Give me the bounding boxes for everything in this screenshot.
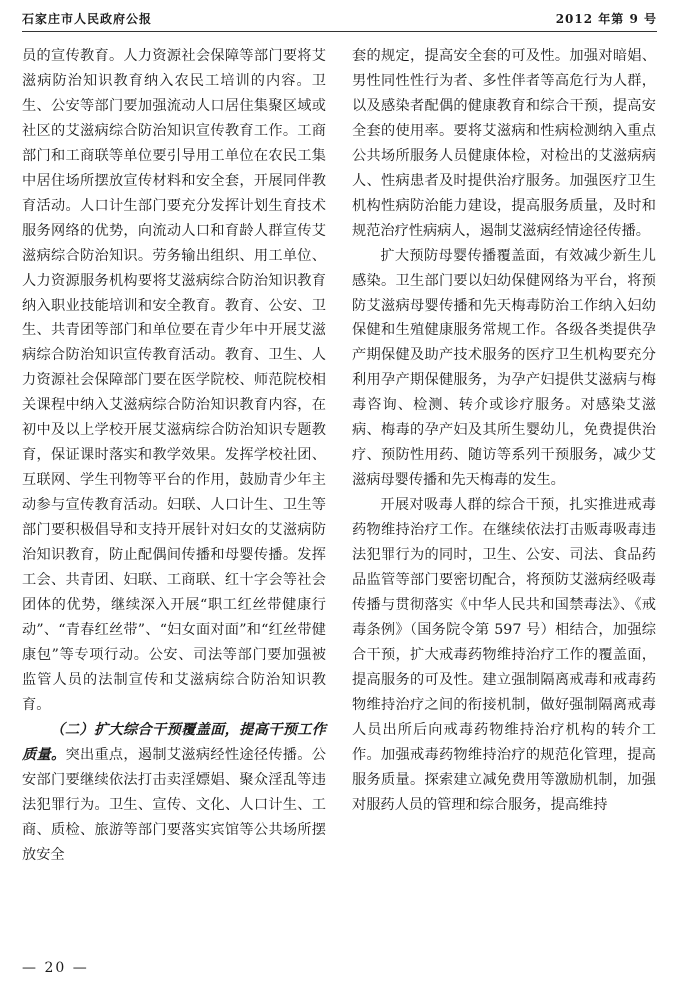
subheading-paragraph — [22, 718, 326, 868]
section-subheading: （二）扩大综合干预覆盖面，提高干预工作质量。 — [22, 721, 326, 763]
paragraph-text: 突出重点，遏制艾滋病经性途径传播。公安部门要继续依法打击卖淫嫖娼、聚众淫乱等违法犯罪行为。卫生、宣传、文化、人口计生、工商、质检、旅游等部门要落实宾馆等公共场所摆放安全 — [22, 746, 326, 863]
paragraph: 开展对吸毒人群的综合干预，扎实推进戒毒药物维持治疗工作。在继续依法打击贩毒吸毒违法犯罪行为的同时，卫生、公安、司法、食品药品监管等部门要密切配合，将预防艾滋病经吸毒传播与贯彻落实《中华人民共和国禁毒法》、《戒毒条例》（国务院令第 597 号）相结合，加强综合干预，扩大戒毒药物维持治疗工作的覆盖面，提高服务的可及性。建立强制隔离戒毒和戒毒药物维持治疗之间的衔接机制，做好强制隔离戒毒人员出所后向戒毒药物维持治疗机构的转介工作。加强戒毒药物维持治疗的规范化管理，提高服务质量。探索建立减免费用等激励机制，加强对服药人员的管理和综合服务，提高维持 — [352, 497, 656, 813]
gazette-title: 石家庄市人民政府公报 — [22, 12, 153, 26]
page-header — [22, 8, 657, 32]
left-column — [22, 44, 326, 867]
paragraph: 套的规定，提高安全套的可及性。加强对暗娼、男性同性性行为者、多性伴者等高危行为人群，以及感染者配偶的健康教育和综合干预，提高安全套的使用率。要将艾滋病和性病检测纳入重点公共场所服务人员健康体检，对检出的艾滋病病人、性病患者及时提供治疗服务。加强医疗卫生机构性病防治能力建设，提高服务质量，及时和规范治疗性病病人，遏制艾滋病经情途径传播。 — [352, 48, 656, 239]
page-number: — 20 — — [22, 960, 89, 976]
paragraph: 扩大预防母婴传播覆盖面，有效减少新生儿感染。卫生部门要以妇幼保健网络为平台，将预防艾滋病母婴传播和先天梅毒防治工作纳入妇幼保健和生殖健康服务常规工作。各级各类提供孕产期保健及助产技术服务的医疗卫生机构要充分利用孕产期保健服务，为孕产妇提供艾滋病与梅毒咨询、检测、转介或诊疗服务。对感染艾滋病、梅毒的孕产妇及其所生婴幼儿，免费提供治疗、预防性用药、随访等系列干预服务，减少艾滋病母婴传播和先天梅毒的发生。 — [352, 247, 656, 489]
issue-number: 2012 年第 9 号 — [555, 12, 657, 26]
paragraph: 员的宣传教育。人力资源社会保障等部门要将艾滋病防治知识教育纳入农民工培训的内容。卫生、公安等部门要加强流动人口居住集聚区域或社区的艾滋病综合防治知识宣传教育工作。工商部门和工商联等单位要引导用工单位在农民工集中居住场所摆放宣传材料和安全套，开展同伴教育活动。人口计生部门要充分发挥计划生育技术服务网络的优势，向流动人口和育龄人群宣传艾滋病综合防治知识。劳务输出组织、用工单位、人力资源服务机构要将艾滋病综合防治知识教育纳入职业技能培训和安全教育。教育、公安、卫生、共青团等部门和单位要在青少年中开展艾滋病综合防治知识宣传教育活动。教育、卫生、人力资源社会保障部门要在医学院校、师范院校相关课程中纳入艾滋病综合防治知识教育内容，在初中及以上学校开展艾滋病综合防治知识专题教育，保证课时落实和教学效果。发挥学校社团、互联网、学生刊物等平台的作用，鼓励青少年主动参与宣传教育活动。妇联、人口计生、卫生等部门要积极倡导和支持开展针对妇女的艾滋病防治知识教育，防止配偶间传播和母婴传播。发挥工会、共青团、妇联、工商联、红十字会等社会团体的优势，继续深入开展“职工红丝带健康行动”、“青春红丝带”、“妇女面对面”和“红丝带健康包”等专项行动。公安、司法等部门要加强被监管人员的法制宣传和艾滋病综合防治知识教育。 — [22, 48, 326, 713]
right-column — [352, 44, 656, 818]
